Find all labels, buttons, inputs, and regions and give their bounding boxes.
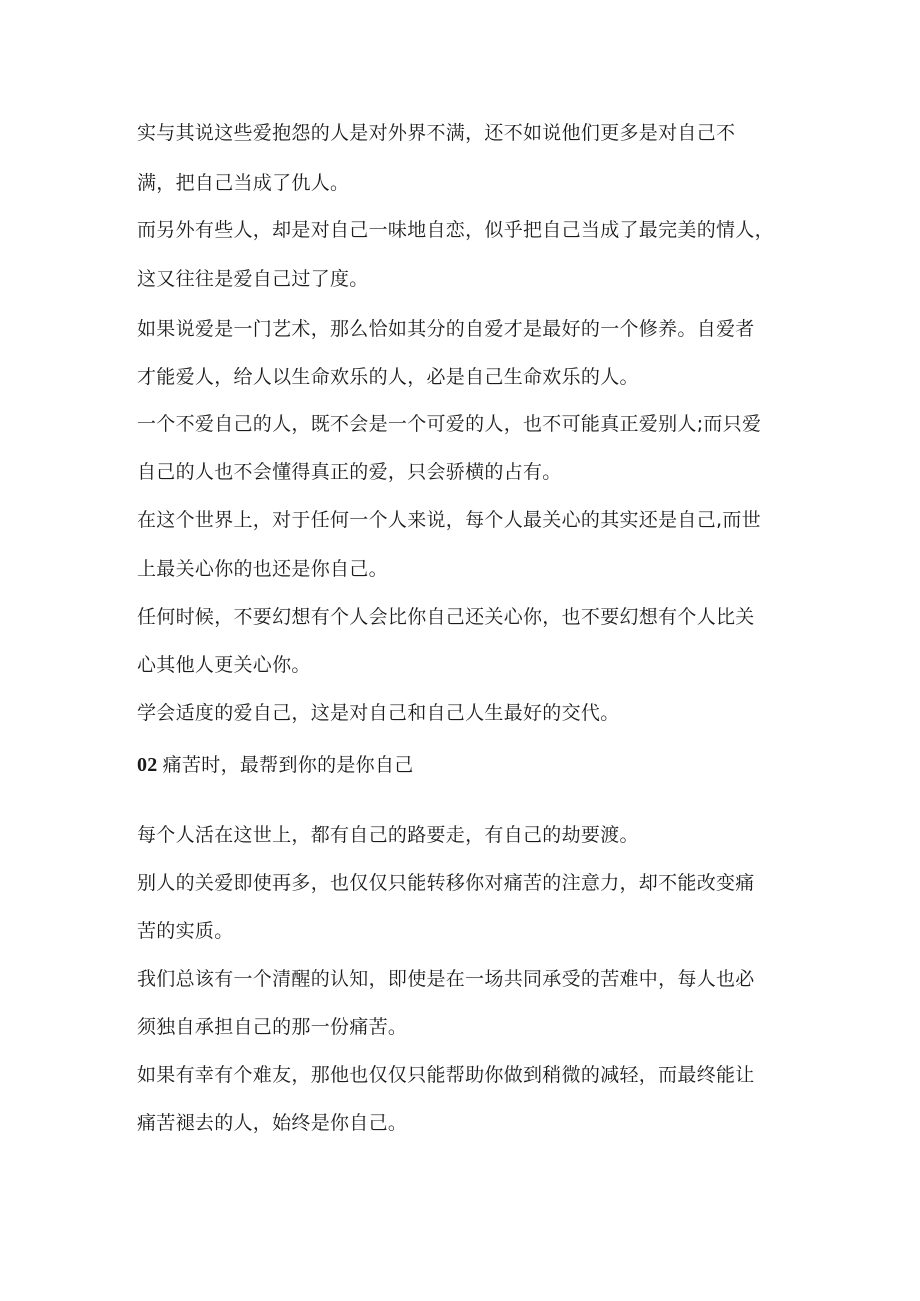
text-line: 满，把自己当成了仇人。 xyxy=(137,172,350,194)
text-line: 别人的关爱即使再多，也仅仅只能转移你对痛苦的注意力，却不能改变痛 xyxy=(137,872,755,894)
section-heading xyxy=(137,752,817,779)
text-line: 苦的实质。 xyxy=(137,920,234,942)
text-line: 我们总该有一个清醒的认知，即使是在一场共同承受的苦难中，每人也必 xyxy=(137,968,755,990)
section-title: 痛苦时，最帮到你的是你自己 xyxy=(162,754,414,776)
text-line: 痛苦褪去的人，始终是你自己。 xyxy=(137,1112,408,1134)
text-line: 而另外有些人，却是对自己一味地自恋，似乎把自己当成了最完美的情人， xyxy=(137,219,774,241)
text-line: 上最关心你的也还是你自己。 xyxy=(137,558,388,580)
text-line: 在这个世界上，对于任何一个人来说，每个人最关心的其实还是自己,而世 xyxy=(137,509,761,531)
text-line: 一个不爱自己的人，既不会是一个可爱的人，也不可能真正爱别人;而只爱 xyxy=(137,413,762,435)
text-line: 心其他人更关心你。 xyxy=(137,654,311,676)
section-number: 02 xyxy=(137,754,158,776)
text-line: 自己的人也不会懂得真正的爱，只会骄横的占有。 xyxy=(137,461,562,483)
text-line: 这又往往是爱自己过了度。 xyxy=(137,268,369,290)
text-line: 学会适度的爱自己，这是对自己和自己人生最好的交代。 xyxy=(137,702,620,724)
text-line: 如果有幸有个难友，那他也仅仅只能帮助你做到稍微的减轻，而最终能让 xyxy=(137,1064,755,1086)
text-line: 实与其说这些爱抱怨的人是对外界不满，还不如说他们更多是对自己不 xyxy=(137,122,736,144)
text-line: 须独自承担自己的那一份痛苦。 xyxy=(137,1016,408,1038)
text-line: 如果说爱是一门艺术，那么恰如其分的自爱才是最好的一个修养。自爱者 xyxy=(137,318,755,340)
text-line: 每个人活在这世上，都有自己的路要走，有自己的劫要渡。 xyxy=(137,824,639,846)
text-line: 才能爱人，给人以生命欢乐的人，必是自己生命欢乐的人。 xyxy=(137,366,639,388)
text-line: 任何时候，不要幻想有个人会比你自己还关心你，也不要幻想有个人比关 xyxy=(137,606,755,628)
